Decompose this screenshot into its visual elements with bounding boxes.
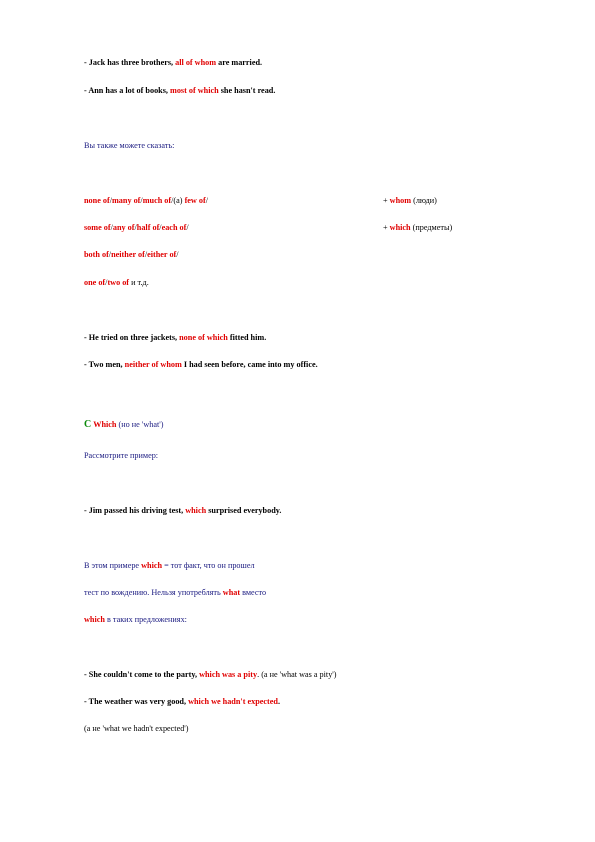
quantifier-row-4	[84, 278, 149, 288]
consider-text: Рассмотрите пример:	[84, 451, 159, 460]
example-text: - He tried on three jackets,	[84, 333, 180, 342]
separator: /	[134, 223, 137, 232]
quantifier: neither of	[111, 250, 145, 259]
quantifier: much of	[142, 196, 172, 205]
separator: /	[108, 250, 112, 259]
example-most-of-which	[84, 86, 275, 96]
highlight-word: which	[84, 615, 105, 624]
explanation-text: вместо	[240, 588, 267, 597]
example-none-of-which	[84, 333, 266, 343]
explanation-line-3	[84, 615, 187, 625]
example-text: surprised everybody.	[206, 506, 282, 515]
plus-sign: +	[383, 196, 390, 205]
section-letter: C	[84, 419, 92, 430]
example-text: . (a не 'what was a pity')	[257, 670, 337, 679]
quantifier-row-1	[84, 196, 208, 206]
example-weather	[84, 697, 280, 707]
quantifier: each of	[161, 223, 187, 232]
explanation-text: = тот факт, что он прошел	[162, 561, 255, 570]
quantifier: both of	[84, 250, 109, 259]
explanation-text: тест по вождению. Нельзя употреблять	[84, 588, 223, 597]
quantifier: many of	[111, 196, 141, 205]
separator: /	[176, 250, 179, 259]
whom-note	[383, 196, 437, 206]
heading-note: (но не 'what')	[116, 420, 164, 429]
example-text: - She couldn't come to the party,	[84, 670, 200, 679]
example-text: - Jim passed his driving test,	[84, 506, 186, 515]
example-neither-of-whom	[84, 360, 318, 370]
relative-pronoun: whom	[389, 196, 412, 205]
example-jim-driving-test	[84, 506, 281, 516]
example-text: fitted him.	[227, 333, 267, 342]
example-text: .	[277, 697, 280, 706]
separator: /	[186, 223, 189, 232]
separator: /(a)	[171, 196, 185, 205]
separator: /	[109, 196, 112, 205]
separator: /	[159, 223, 162, 232]
highlight-phrase: all of whom	[175, 58, 217, 67]
section-c-heading	[84, 420, 163, 430]
quantifier: some of	[84, 223, 111, 232]
quantifier: either of	[147, 250, 177, 259]
example-text: - Ann has a lot of books,	[84, 86, 170, 95]
highlight-word: what	[222, 588, 241, 597]
which-note	[383, 223, 452, 233]
highlight-phrase: which was a pity	[199, 670, 258, 679]
example-party-pity	[84, 670, 337, 680]
explanation-line-1	[84, 561, 255, 571]
quantifier: few of	[184, 196, 206, 205]
highlight-phrase: neither of whom	[124, 360, 182, 369]
explanation-line-2	[84, 588, 266, 598]
heading-keyword: Which	[93, 420, 117, 429]
highlight-phrase: most of which	[170, 86, 219, 95]
highlight-phrase: which we hadn't expected	[188, 697, 278, 706]
quantifier: half of	[136, 223, 160, 232]
highlight-phrase: none of which	[179, 333, 228, 342]
separator: /	[105, 278, 108, 287]
highlight-word: which	[141, 561, 163, 570]
quantifier: one of	[84, 278, 106, 287]
also-say-text: Вы также можете сказать:	[84, 141, 175, 150]
example-text: are married.	[216, 58, 263, 67]
highlight-phrase: which	[185, 506, 207, 515]
example-text: - The weather was very good,	[84, 697, 189, 706]
example-text: - Two men,	[84, 360, 125, 369]
separator: /	[144, 250, 148, 259]
plus-sign: +	[383, 223, 390, 232]
example-all-of-whom	[84, 58, 262, 68]
example-text: she hasn't read.	[218, 86, 276, 95]
separator: /	[140, 196, 143, 205]
weather-note: (а не 'what we hadn't expected')	[84, 724, 189, 733]
note-text: (люди)	[411, 196, 437, 205]
explanation-text: в таких предложениях:	[104, 615, 187, 624]
relative-pronoun: which	[389, 223, 411, 232]
example-text: - Jack has three brothers,	[84, 58, 176, 67]
separator: /	[205, 196, 208, 205]
example-text: I had seen before, came into my office.	[181, 360, 318, 369]
explanation-text: В этом примере	[84, 561, 142, 570]
quantifier: two of	[107, 278, 130, 287]
quantifier: none of	[84, 196, 110, 205]
separator: /	[110, 223, 113, 232]
quantifier-row-2	[84, 223, 189, 233]
quantifier-row-3	[84, 250, 179, 260]
quantifier: any of	[112, 223, 135, 232]
note-text: (предметы)	[410, 223, 453, 232]
etc-text: и т.д.	[129, 278, 149, 287]
